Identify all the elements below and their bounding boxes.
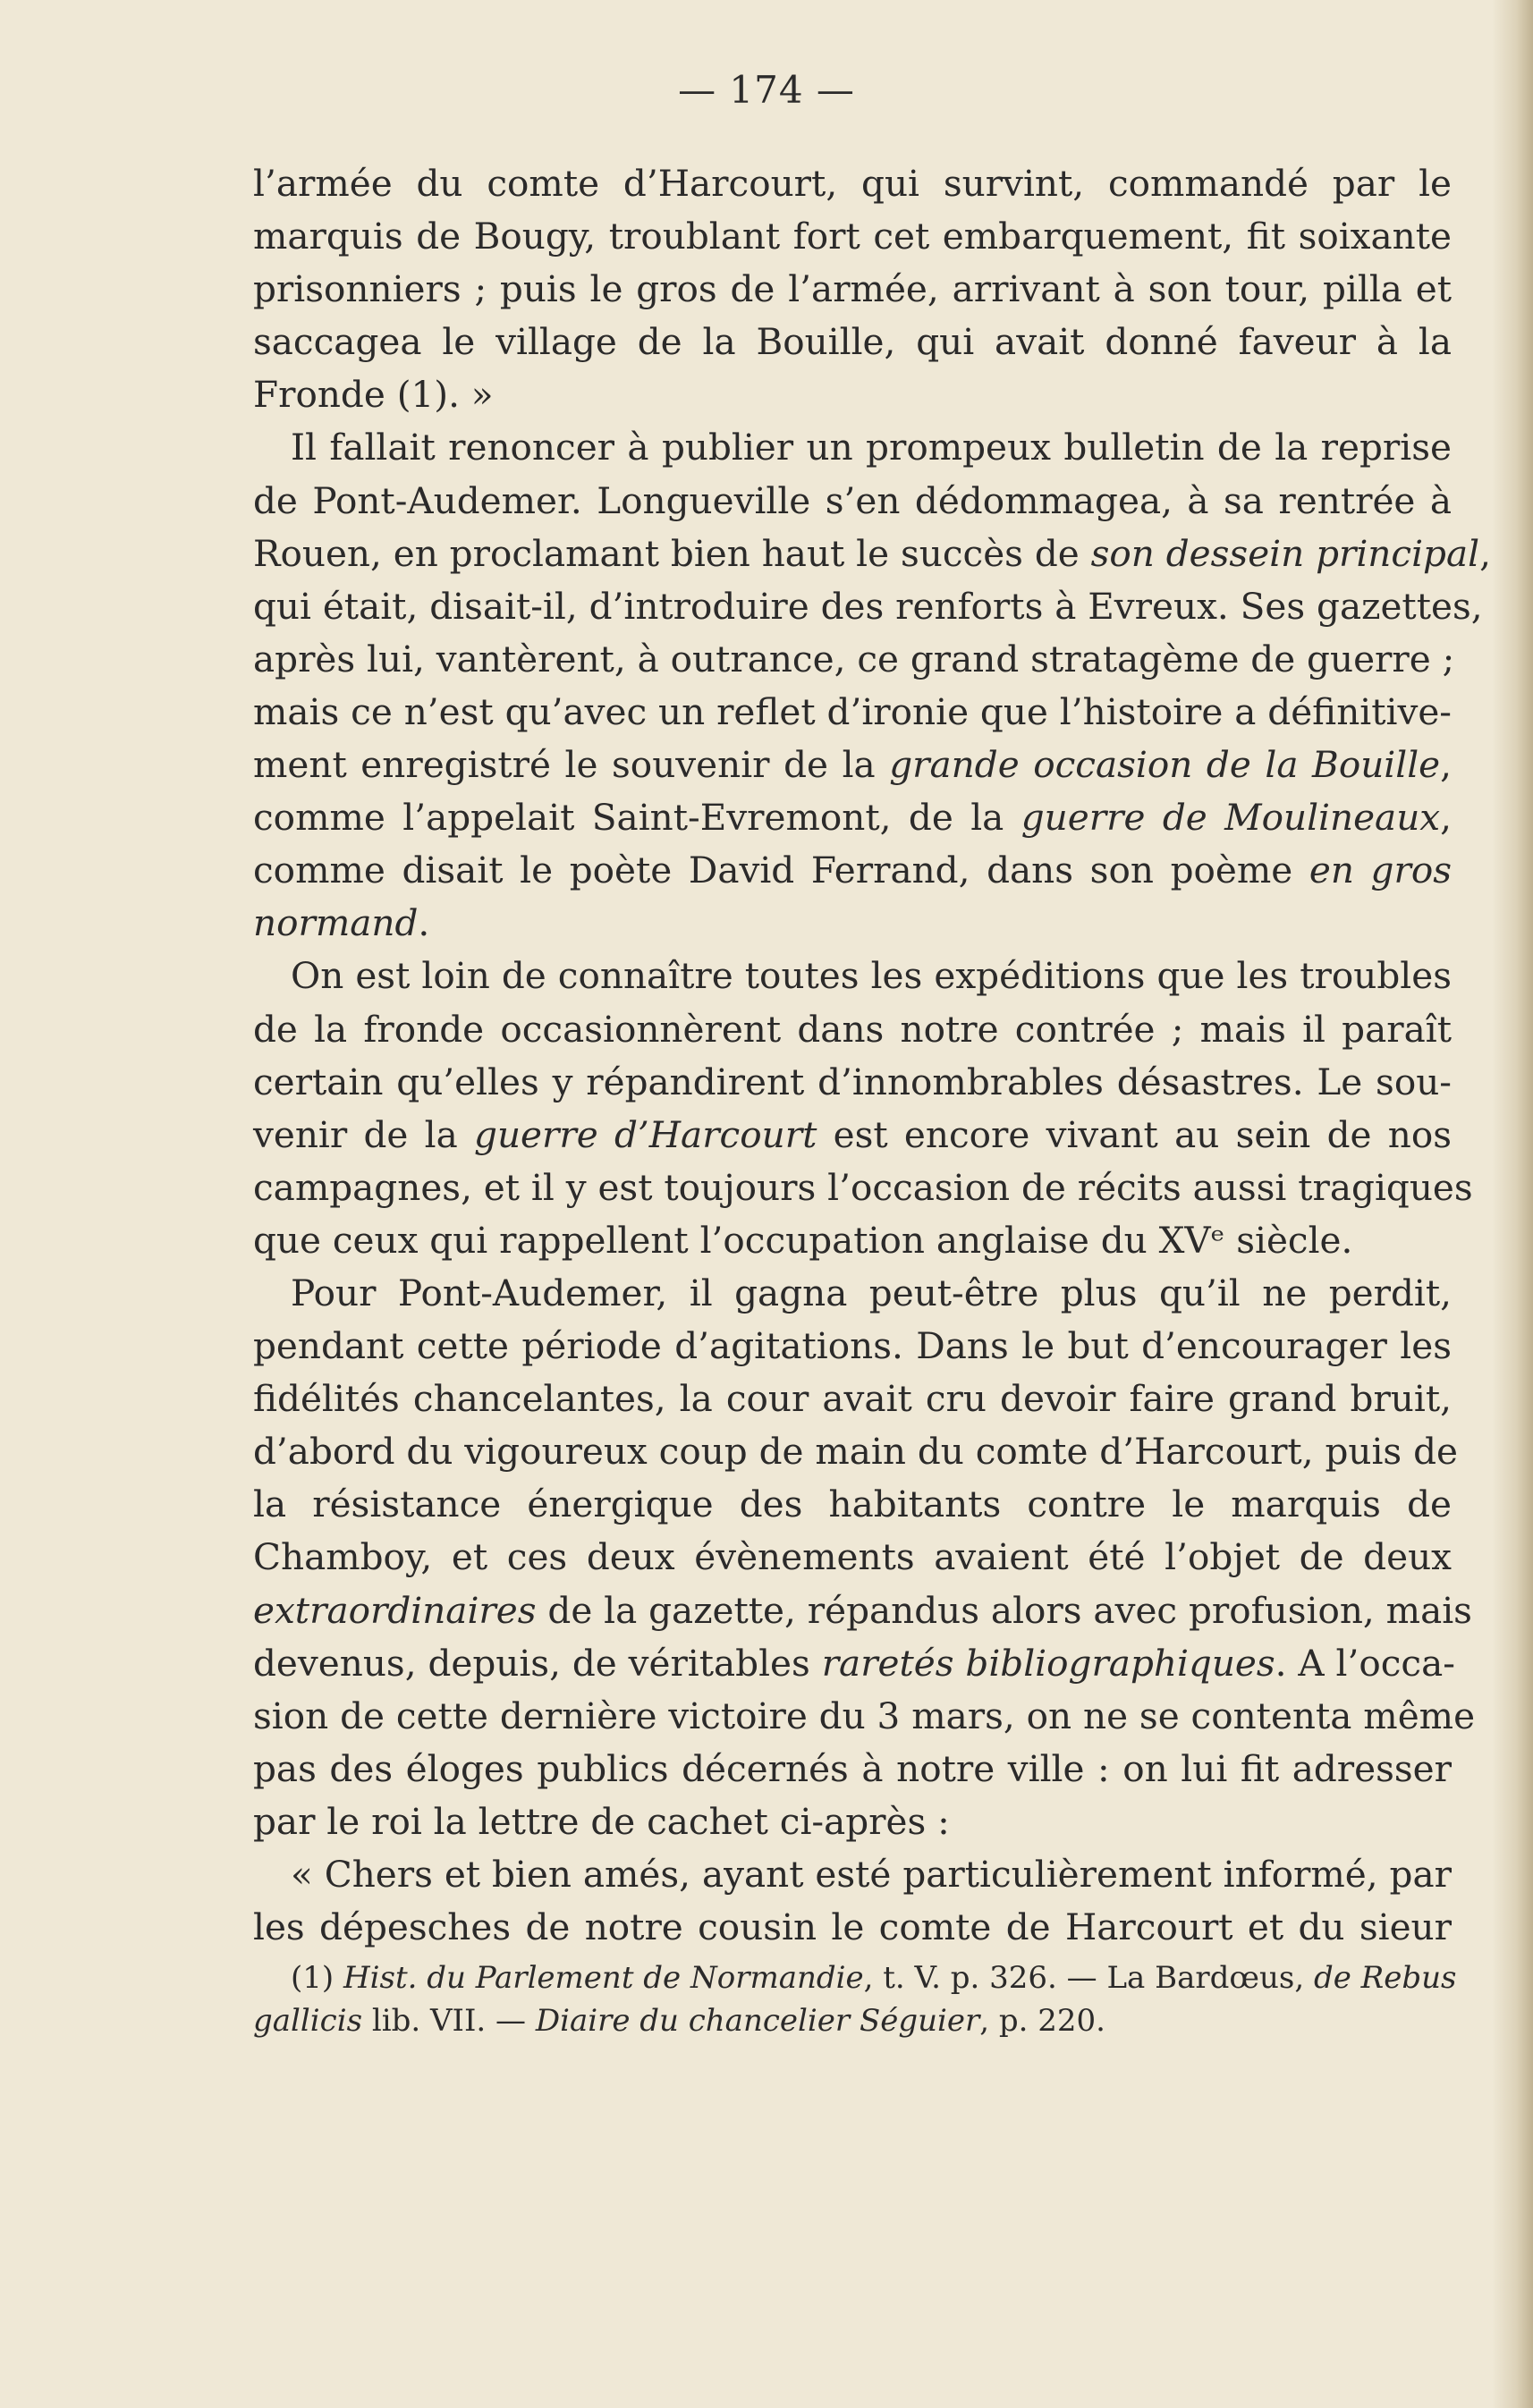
footnotes bbox=[253, 1956, 1457, 2042]
text-line: certain qu’elles y répandirent d’innombrables désastres. Le sou- bbox=[253, 1060, 1452, 1103]
paragraph bbox=[253, 1267, 1476, 1848]
italic-text: guerre d’Harcourt bbox=[474, 1112, 817, 1156]
text-line: marquis de Bougy, troublant fort cet embarquement, fit soixante bbox=[253, 215, 1452, 258]
paragraph bbox=[253, 157, 1452, 421]
text-line: venir de la guerre d’Harcourt est encore vivant au sein de nos bbox=[253, 1112, 1453, 1156]
text-line: normand. bbox=[253, 901, 430, 945]
italic-text: normand bbox=[253, 901, 419, 945]
text-line: que ceux qui rappellent l’occupation anglaise du XVᵉ siècle. bbox=[253, 1218, 1353, 1262]
text-line: pendant cette période d’agitations. Dans le but d’encourager les bbox=[253, 1324, 1452, 1368]
text-line: d’abord du vigoureux coup de main du comte d’Harcourt, puis de bbox=[253, 1430, 1458, 1474]
text-line: comme l’appelait Saint-Evremont, de la guerre de Moulineaux, bbox=[253, 796, 1452, 840]
text-line: campagnes, et il y est toujours l’occasion de récits aussi tragiques bbox=[253, 1165, 1473, 1209]
footnote-text: (1) Hist. du Parlement de Normandie, t. V. p. 326. — La Bardœus, de Rebus bbox=[291, 1960, 1457, 1996]
text-line: de la fronde occasionnèrent dans notre contrée ; mais il paraît bbox=[253, 1007, 1452, 1051]
text-line: prisonniers ; puis le gros de l’armée, arrivant à son tour, pilla et bbox=[253, 267, 1452, 311]
page-edge-shadow bbox=[1492, 0, 1533, 2408]
text-line: par le roi la lettre de cachet ci-après : bbox=[253, 1799, 950, 1843]
text-line: comme disait le poète David Ferrand, dans son poème en gros bbox=[253, 849, 1452, 892]
text-line: fidélités chancelantes, la cour avait cru devoir faire grand bruit, bbox=[253, 1377, 1452, 1421]
footnote-line bbox=[253, 1999, 1452, 2042]
text-line: devenus, depuis, de véritables raretés bibliographiques. A l’occa- bbox=[253, 1641, 1455, 1685]
italic-text: son dessein principal bbox=[1090, 531, 1480, 575]
text-line: Il fallait renoncer à publier un prompeux bulletin de la reprise bbox=[291, 426, 1452, 469]
text-line: la résistance énergique des habitants contre le marquis de bbox=[253, 1483, 1452, 1526]
text-line: l’armée du comte d’Harcourt, qui survint, commandé par le bbox=[253, 162, 1452, 205]
text-line: après lui, vantèrent, à outrance, ce grand stratagème de guerre ; bbox=[253, 637, 1455, 680]
text-line: de Pont-Audemer. Longueville s’en dédommagea, à sa rentrée à bbox=[253, 478, 1452, 522]
italic-text: guerre de Moulineaux bbox=[1021, 796, 1441, 840]
text-line: saccagea le village de la Bouille, qui avait donné faveur à la bbox=[253, 320, 1452, 364]
footnote-text: gallicis lib. VII. — Diaire du chancelier Séguier, p. 220. bbox=[253, 2003, 1105, 2039]
italic-text: Diaire du chancelier Séguier bbox=[535, 2003, 980, 2039]
text-line: les dépesches de notre cousin le comte de Harcourt et du sieur bbox=[253, 1905, 1452, 1949]
italic-text: de Rebus bbox=[1313, 1960, 1457, 1996]
text-line: ment enregistré le souvenir de la grande occasion de la Bouille, bbox=[253, 743, 1452, 787]
footnote-line bbox=[253, 1956, 1457, 1999]
text-line: Pour Pont-Audemer, il gagna peut-être plus qu’il ne perdit, bbox=[291, 1271, 1452, 1314]
text-line: sion de cette dernière victoire du 3 mars, on ne se contenta même bbox=[253, 1694, 1476, 1737]
paragraph bbox=[253, 421, 1491, 950]
italic-text: grande occasion de la Bouille bbox=[889, 743, 1441, 787]
italic-text: en gros bbox=[1309, 849, 1452, 892]
paragraph bbox=[253, 1848, 1452, 1954]
text-line: « Chers et bien amés, ayant esté particulièrement informé, par bbox=[291, 1853, 1452, 1896]
text-line: Fronde (1). » bbox=[253, 373, 494, 417]
text-line: Chamboy, et ces deux évènements avaient été l’objet de deux bbox=[253, 1535, 1452, 1579]
text-line: qui était, disait-il, d’introduire des renforts à Evreux. Ses gazettes, bbox=[253, 584, 1483, 628]
italic-text: extraordinaires bbox=[253, 1588, 537, 1632]
body-text bbox=[253, 157, 1491, 1954]
italic-text: Hist. du Parlement de Normandie bbox=[343, 1960, 864, 1996]
text-line: extraordinaires de la gazette, répandus alors avec profusion, mais bbox=[253, 1588, 1472, 1632]
page-number: — 174 — bbox=[678, 68, 855, 112]
text-line: mais ce n’est qu’avec un reflet d’ironie que l’histoire a définitive- bbox=[253, 689, 1452, 733]
italic-text: raretés bibliographiques bbox=[821, 1641, 1275, 1685]
italic-text: gallicis bbox=[253, 2003, 363, 2039]
paragraph bbox=[253, 950, 1473, 1267]
text-line: On est loin de connaître toutes les expéditions que les troubles bbox=[291, 954, 1452, 998]
text-line: Rouen, en proclamant bien haut le succès de son dessein principal, bbox=[253, 531, 1491, 575]
text-line: pas des éloges publics décernés à notre ville : on lui fit adresser bbox=[253, 1746, 1452, 1790]
